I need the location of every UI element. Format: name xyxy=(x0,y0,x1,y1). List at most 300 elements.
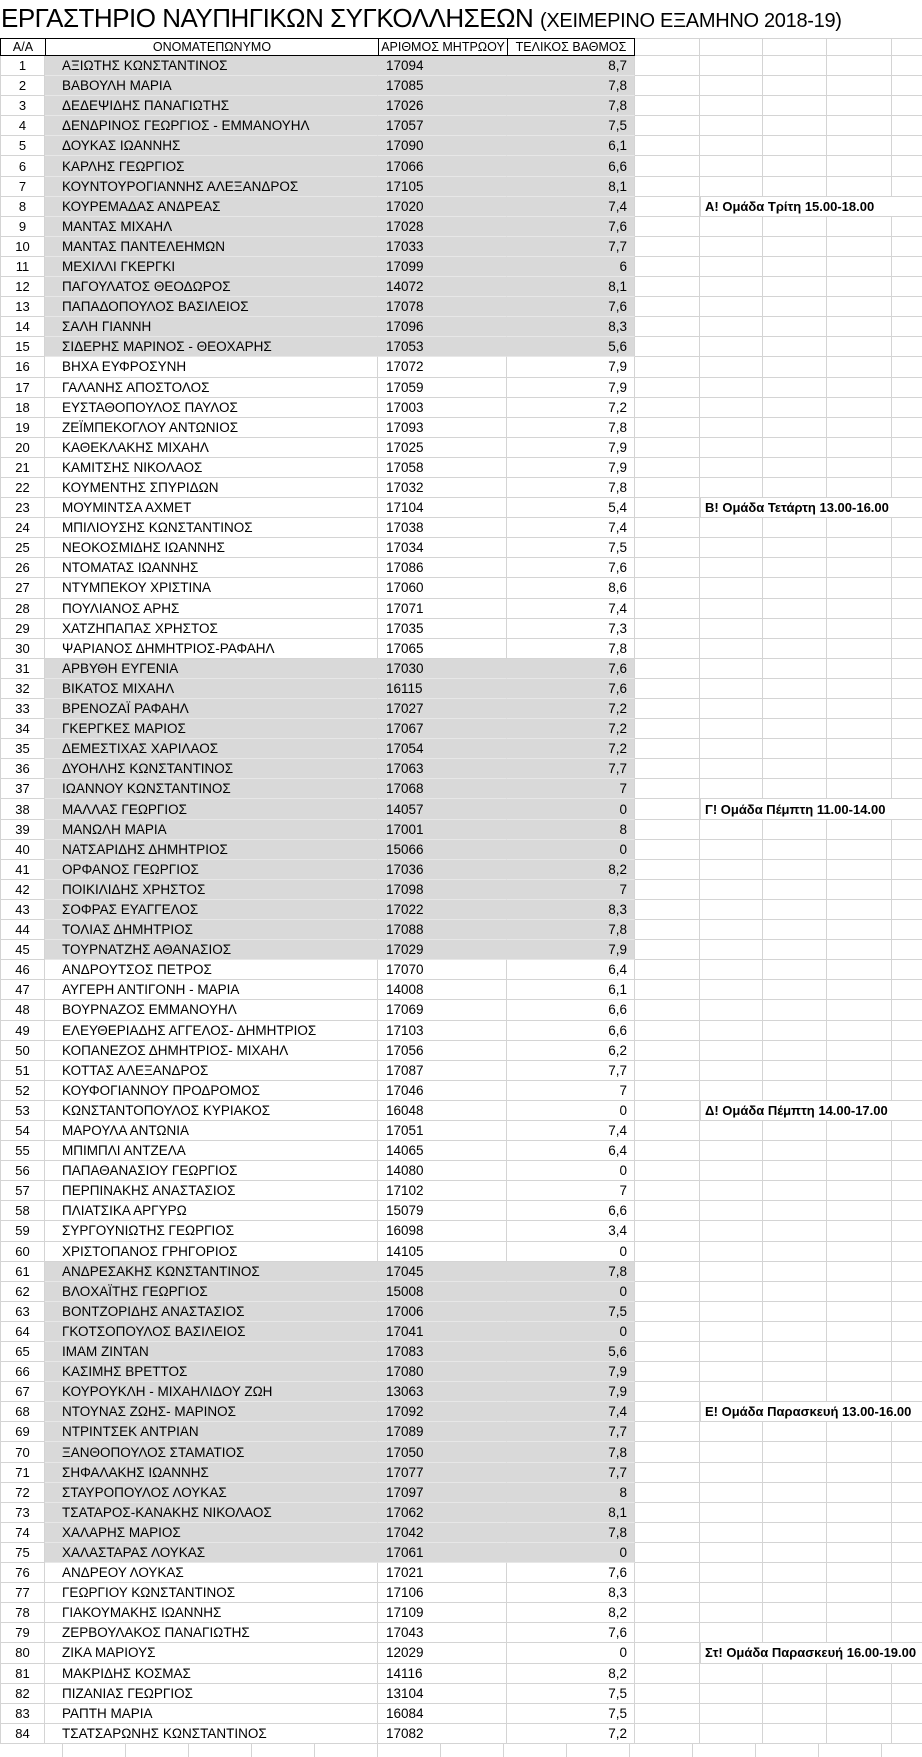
empty-cell[interactable] xyxy=(763,1583,827,1603)
aa-cell[interactable]: 53 xyxy=(0,1101,45,1121)
aa-cell[interactable]: 34 xyxy=(0,719,45,739)
reg-number-cell[interactable]: 17090 xyxy=(378,136,507,156)
empty-cell[interactable] xyxy=(700,317,763,337)
empty-cell[interactable] xyxy=(635,880,700,900)
empty-cell[interactable] xyxy=(635,1483,700,1503)
empty-cell[interactable] xyxy=(635,1442,700,1462)
reg-number-cell[interactable]: 17080 xyxy=(378,1362,507,1382)
name-cell[interactable]: ΒΑΒΟΥΛΗ ΜΑΡΙΑ xyxy=(45,76,378,96)
empty-cell[interactable] xyxy=(700,378,763,398)
empty-cell[interactable] xyxy=(635,719,700,739)
empty-cell[interactable] xyxy=(763,1463,827,1483)
reg-number-cell[interactable]: 17025 xyxy=(378,438,507,458)
grade-cell[interactable]: 7,8 xyxy=(507,76,635,96)
empty-cell[interactable] xyxy=(892,1603,922,1623)
empty-cell[interactable] xyxy=(892,1362,922,1382)
empty-cell[interactable] xyxy=(892,1161,922,1181)
empty-cell[interactable] xyxy=(635,538,700,558)
aa-cell[interactable]: 19 xyxy=(0,418,45,438)
empty-cell[interactable] xyxy=(892,1422,922,1442)
aa-cell[interactable]: 51 xyxy=(0,1061,45,1081)
empty-cell[interactable] xyxy=(892,1503,922,1523)
empty-cell[interactable] xyxy=(635,659,700,679)
empty-cell[interactable] xyxy=(763,1684,827,1704)
empty-cell[interactable] xyxy=(763,1242,827,1262)
grade-cell[interactable]: 7,5 xyxy=(507,116,635,136)
aa-cell[interactable]: 46 xyxy=(0,960,45,980)
name-cell[interactable]: ΒΗΧΑ ΕΥΦΡΟΣΥΝΗ xyxy=(45,357,378,377)
grade-cell[interactable]: 7,2 xyxy=(507,719,635,739)
grade-cell[interactable]: 8 xyxy=(507,1483,635,1503)
empty-cell[interactable] xyxy=(892,277,922,297)
empty-cell[interactable] xyxy=(827,1141,892,1161)
empty-cell[interactable] xyxy=(635,920,700,940)
empty-cell[interactable] xyxy=(763,558,827,578)
empty-cell[interactable] xyxy=(763,840,827,860)
reg-number-cell[interactable]: 17042 xyxy=(378,1523,507,1543)
name-cell[interactable]: ΑΡΒΥΘΗ ΕΥΓΕΝΙΑ xyxy=(45,659,378,679)
reg-number-cell[interactable]: 17097 xyxy=(378,1483,507,1503)
aa-cell[interactable]: 81 xyxy=(0,1664,45,1684)
empty-cell[interactable] xyxy=(635,599,700,619)
empty-cell[interactable] xyxy=(635,1141,700,1161)
empty-cell[interactable] xyxy=(700,1342,763,1362)
empty-cell[interactable] xyxy=(763,860,827,880)
name-cell[interactable]: ΚΑΜΙΤΣΗΣ ΝΙΚΟΛΑΟΣ xyxy=(45,458,378,478)
empty-cell[interactable] xyxy=(892,217,922,237)
name-cell[interactable]: ΚΟΥΡΟΥΚΛΗ - ΜΙΧΑΗΛΙΔΟΥ ΖΩΗ xyxy=(45,1382,378,1402)
aa-cell[interactable]: 57 xyxy=(0,1181,45,1201)
empty-cell[interactable] xyxy=(763,1000,827,1020)
name-cell[interactable]: ΤΣΑΤΣΑΡΩΝΗΣ ΚΩΝΣΤΑΝΤΙΝΟΣ xyxy=(45,1724,378,1744)
grade-cell[interactable]: 7,2 xyxy=(507,398,635,418)
reg-number-cell[interactable]: 17085 xyxy=(378,76,507,96)
reg-number-cell[interactable]: 14116 xyxy=(378,1664,507,1684)
empty-cell[interactable] xyxy=(827,1262,892,1282)
grade-cell[interactable]: 3,4 xyxy=(507,1221,635,1241)
name-cell[interactable]: ΒΡΕΝΟΖΑΪ ΡΑΦΑΗΛ xyxy=(45,699,378,719)
reg-number-cell[interactable]: 14008 xyxy=(378,980,507,1000)
grade-cell[interactable]: 7,3 xyxy=(507,619,635,639)
aa-cell[interactable]: 60 xyxy=(0,1242,45,1262)
reg-number-cell[interactable]: 17028 xyxy=(378,217,507,237)
empty-cell[interactable] xyxy=(635,1463,700,1483)
grade-cell[interactable]: 5,6 xyxy=(507,337,635,357)
empty-cell[interactable] xyxy=(630,1744,693,1757)
name-cell[interactable]: ΝΤΟΥΝΑΣ ΖΩΗΣ- ΜΑΡΙΝΟΣ xyxy=(45,1402,378,1422)
empty-cell[interactable] xyxy=(827,297,892,317)
empty-cell[interactable] xyxy=(635,398,700,418)
empty-cell[interactable] xyxy=(892,1121,922,1141)
grade-cell[interactable]: 6,1 xyxy=(507,980,635,1000)
empty-cell[interactable] xyxy=(763,1081,827,1101)
empty-cell[interactable] xyxy=(827,1382,892,1402)
empty-cell[interactable] xyxy=(827,558,892,578)
empty-cell[interactable] xyxy=(700,1121,763,1141)
reg-number-cell[interactable]: 17043 xyxy=(378,1623,507,1643)
empty-cell[interactable] xyxy=(700,1563,763,1583)
empty-cell[interactable] xyxy=(635,980,700,1000)
empty-cell[interactable] xyxy=(763,1422,827,1442)
empty-cell[interactable] xyxy=(763,599,827,619)
empty-cell[interactable] xyxy=(635,76,700,96)
name-cell[interactable]: ΜΑΝΤΑΣ ΠΑΝΤΕΛΕΗΜΩΝ xyxy=(45,237,378,257)
empty-cell[interactable] xyxy=(892,337,922,357)
empty-cell[interactable] xyxy=(635,156,700,176)
empty-cell[interactable] xyxy=(892,840,922,860)
grade-cell[interactable]: 6,6 xyxy=(507,1021,635,1041)
reg-number-cell[interactable]: 17089 xyxy=(378,1422,507,1442)
name-cell[interactable]: ΜΑΡΟΥΛΑ ΑΝΤΩΝΙΑ xyxy=(45,1121,378,1141)
grade-cell[interactable]: 7,9 xyxy=(507,458,635,478)
reg-number-cell[interactable]: 17088 xyxy=(378,920,507,940)
empty-cell[interactable] xyxy=(827,980,892,1000)
empty-cell[interactable] xyxy=(827,619,892,639)
empty-cell[interactable] xyxy=(700,820,763,840)
empty-cell[interactable] xyxy=(892,1061,922,1081)
name-cell[interactable]: ΒΙΚΑΤΟΣ ΜΙΧΑΗΛ xyxy=(45,679,378,699)
grade-cell[interactable]: 7,6 xyxy=(507,659,635,679)
empty-cell[interactable] xyxy=(827,156,892,176)
empty-cell[interactable] xyxy=(763,1161,827,1181)
aa-cell[interactable]: 74 xyxy=(0,1523,45,1543)
empty-cell[interactable] xyxy=(700,1583,763,1603)
empty-cell[interactable] xyxy=(827,1021,892,1041)
grade-cell[interactable]: 8,3 xyxy=(507,317,635,337)
name-cell[interactable]: ΠΟΙΚΙΛΙΔΗΣ ΧΡΗΣΤΟΣ xyxy=(45,880,378,900)
aa-cell[interactable]: 72 xyxy=(0,1483,45,1503)
empty-cell[interactable] xyxy=(827,1523,892,1543)
reg-number-cell[interactable]: 17077 xyxy=(378,1463,507,1483)
empty-cell[interactable] xyxy=(892,1523,922,1543)
reg-number-cell[interactable]: 17069 xyxy=(378,1000,507,1020)
empty-cell[interactable] xyxy=(763,277,827,297)
aa-cell[interactable]: 21 xyxy=(0,458,45,478)
group-note[interactable]: Β! Ομάδα Τετάρτη 13.00-16.00 xyxy=(700,498,922,518)
grade-cell[interactable]: 7 xyxy=(507,1081,635,1101)
empty-cell[interactable] xyxy=(763,1603,827,1623)
empty-cell[interactable] xyxy=(189,1744,252,1757)
reg-number-cell[interactable]: 14105 xyxy=(378,1242,507,1262)
empty-cell[interactable] xyxy=(700,337,763,357)
empty-cell[interactable] xyxy=(763,518,827,538)
empty-cell[interactable] xyxy=(763,1563,827,1583)
aa-cell[interactable]: 14 xyxy=(0,317,45,337)
empty-cell[interactable] xyxy=(892,599,922,619)
empty-cell[interactable] xyxy=(378,1744,441,1757)
reg-number-cell[interactable]: 17035 xyxy=(378,619,507,639)
empty-cell[interactable] xyxy=(827,317,892,337)
empty-cell[interactable] xyxy=(700,1684,763,1704)
reg-number-cell[interactable]: 17093 xyxy=(378,418,507,438)
empty-cell[interactable] xyxy=(827,1724,892,1744)
empty-cell[interactable] xyxy=(827,840,892,860)
empty-cell[interactable] xyxy=(635,177,700,197)
empty-cell[interactable] xyxy=(892,1262,922,1282)
aa-cell[interactable]: 48 xyxy=(0,1000,45,1020)
empty-cell[interactable] xyxy=(635,860,700,880)
group-note[interactable]: Δ! Ομάδα Πέμπτη 14.00-17.00 xyxy=(700,1101,922,1121)
aa-cell[interactable]: 32 xyxy=(0,679,45,699)
name-cell[interactable]: ΚΑΣΙΜΗΣ ΒΡΕΤΤΟΣ xyxy=(45,1362,378,1382)
empty-cell[interactable] xyxy=(892,136,922,156)
empty-cell[interactable] xyxy=(892,940,922,960)
aa-cell[interactable]: 1 xyxy=(0,56,45,76)
grade-cell[interactable]: 7 xyxy=(507,1181,635,1201)
empty-cell[interactable] xyxy=(763,739,827,759)
empty-cell[interactable] xyxy=(635,518,700,538)
empty-cell[interactable] xyxy=(892,1382,922,1402)
reg-number-cell[interactable]: 17103 xyxy=(378,1021,507,1041)
empty-cell[interactable] xyxy=(635,960,700,980)
name-cell[interactable]: ΠΛΙΑΤΣΙΚΑ ΑΡΓΥΡΩ xyxy=(45,1201,378,1221)
grade-cell[interactable]: 6,6 xyxy=(507,156,635,176)
name-cell[interactable]: ΜΠΙΛΙΟΥΣΗΣ ΚΩΝΣΤΑΝΤΙΝΟΣ xyxy=(45,518,378,538)
empty-cell[interactable] xyxy=(892,76,922,96)
empty-cell[interactable] xyxy=(763,478,827,498)
aa-cell[interactable]: 45 xyxy=(0,940,45,960)
empty-cell[interactable] xyxy=(892,980,922,1000)
empty-cell[interactable] xyxy=(892,1322,922,1342)
aa-cell[interactable]: 36 xyxy=(0,759,45,779)
empty-cell[interactable] xyxy=(635,1262,700,1282)
empty-cell[interactable] xyxy=(892,659,922,679)
empty-cell[interactable] xyxy=(882,1744,922,1757)
empty-cell[interactable] xyxy=(635,1583,700,1603)
name-cell[interactable]: ΔΕΜΕΣΤΙΧΑΣ ΧΑΡΙΛΑΟΣ xyxy=(45,739,378,759)
empty-cell[interactable] xyxy=(635,1041,700,1061)
header-cell-name[interactable]: ΟΝΟΜΑΤΕΠΩΝΥΜΟ xyxy=(45,38,378,56)
empty-cell[interactable] xyxy=(635,297,700,317)
empty-cell[interactable] xyxy=(827,1603,892,1623)
reg-number-cell[interactable]: 15008 xyxy=(378,1282,507,1302)
name-cell[interactable]: ΞΑΝΘΟΠΟΥΛΟΣ ΣΤΑΜΑΤΙΟΣ xyxy=(45,1442,378,1462)
name-cell[interactable]: ΚΟΥΦΟΓΙΑΝΝΟΥ ΠΡΟΔΡΟΜΟΣ xyxy=(45,1081,378,1101)
empty-cell[interactable] xyxy=(700,277,763,297)
grade-cell[interactable]: 6,2 xyxy=(507,1041,635,1061)
grade-cell[interactable]: 0 xyxy=(507,1242,635,1262)
empty-cell[interactable] xyxy=(763,779,827,799)
empty-cell[interactable] xyxy=(892,56,922,76)
empty-cell[interactable] xyxy=(700,1623,763,1643)
empty-cell[interactable] xyxy=(700,1181,763,1201)
reg-number-cell[interactable]: 17034 xyxy=(378,538,507,558)
header-cell-aa[interactable]: Α/Α xyxy=(0,38,45,56)
empty-cell[interactable] xyxy=(126,1744,189,1757)
empty-cell[interactable] xyxy=(827,1503,892,1523)
aa-cell[interactable]: 10 xyxy=(0,237,45,257)
reg-number-cell[interactable]: 17078 xyxy=(378,297,507,317)
group-note[interactable]: Γ! Ομάδα Πέμπτη 11.00-14.00 xyxy=(700,799,922,819)
empty-cell[interactable] xyxy=(763,578,827,598)
aa-cell[interactable]: 63 xyxy=(0,1302,45,1322)
empty-cell[interactable] xyxy=(827,659,892,679)
empty-cell[interactable] xyxy=(635,1322,700,1342)
name-cell[interactable]: ΣΑΛΗ ΓΙΑΝΝΗ xyxy=(45,317,378,337)
name-cell[interactable]: ΟΡΦΑΝΟΣ ΓΕΩΡΓΙΟΣ xyxy=(45,860,378,880)
empty-cell[interactable] xyxy=(763,257,827,277)
name-cell[interactable]: ΠΕΡΠΙΝΑΚΗΣ ΑΝΑΣΤΑΣΙΟΣ xyxy=(45,1181,378,1201)
grade-cell[interactable]: 7,7 xyxy=(507,759,635,779)
reg-number-cell[interactable]: 17003 xyxy=(378,398,507,418)
empty-header-cell[interactable] xyxy=(763,38,827,56)
empty-cell[interactable] xyxy=(700,357,763,377)
grade-cell[interactable]: 7,9 xyxy=(507,378,635,398)
empty-cell[interactable] xyxy=(827,337,892,357)
empty-cell[interactable] xyxy=(892,639,922,659)
name-cell[interactable]: ΒΛΟΧΑΪΤΗΣ ΓΕΩΡΓΙΟΣ xyxy=(45,1282,378,1302)
reg-number-cell[interactable]: 17106 xyxy=(378,1583,507,1603)
empty-cell[interactable] xyxy=(693,1744,756,1757)
reg-number-cell[interactable]: 17092 xyxy=(378,1402,507,1422)
empty-cell[interactable] xyxy=(700,779,763,799)
empty-cell[interactable] xyxy=(827,518,892,538)
empty-cell[interactable] xyxy=(635,639,700,659)
empty-cell[interactable] xyxy=(763,1021,827,1041)
reg-number-cell[interactable]: 15066 xyxy=(378,840,507,860)
grade-cell[interactable]: 8,1 xyxy=(507,1503,635,1523)
empty-cell[interactable] xyxy=(635,418,700,438)
aa-cell[interactable]: 28 xyxy=(0,599,45,619)
grade-cell[interactable]: 7,6 xyxy=(507,217,635,237)
empty-cell[interactable] xyxy=(700,1000,763,1020)
reg-number-cell[interactable]: 17068 xyxy=(378,779,507,799)
aa-cell[interactable]: 18 xyxy=(0,398,45,418)
empty-cell[interactable] xyxy=(635,1382,700,1402)
empty-cell[interactable] xyxy=(827,1161,892,1181)
name-cell[interactable]: ΔΟΥΚΑΣ ΙΩΑΝΝΗΣ xyxy=(45,136,378,156)
empty-cell[interactable] xyxy=(763,1121,827,1141)
reg-number-cell[interactable]: 17041 xyxy=(378,1322,507,1342)
empty-cell[interactable] xyxy=(892,1442,922,1462)
aa-cell[interactable]: 3 xyxy=(0,96,45,116)
empty-cell[interactable] xyxy=(827,237,892,257)
name-cell[interactable]: ΒΟΝΤΖΟΡΙΔΗΣ ΑΝΑΣΤΑΣΙΟΣ xyxy=(45,1302,378,1322)
empty-cell[interactable] xyxy=(763,699,827,719)
aa-cell[interactable]: 47 xyxy=(0,980,45,1000)
reg-number-cell[interactable]: 16084 xyxy=(378,1704,507,1724)
aa-cell[interactable]: 80 xyxy=(0,1643,45,1663)
empty-cell[interactable] xyxy=(635,277,700,297)
empty-cell[interactable] xyxy=(700,578,763,598)
empty-cell[interactable] xyxy=(892,759,922,779)
empty-cell[interactable] xyxy=(252,1744,315,1757)
empty-cell[interactable] xyxy=(700,1523,763,1543)
empty-cell[interactable] xyxy=(892,96,922,116)
empty-cell[interactable] xyxy=(635,56,700,76)
grade-cell[interactable]: 7,8 xyxy=(507,639,635,659)
reg-number-cell[interactable]: 17067 xyxy=(378,719,507,739)
empty-cell[interactable] xyxy=(763,1503,827,1523)
name-cell[interactable]: ΚΟΤΤΑΣ ΑΛΕΞΑΝΔΡΟΣ xyxy=(45,1061,378,1081)
grade-cell[interactable]: 5,6 xyxy=(507,1342,635,1362)
empty-cell[interactable] xyxy=(700,1463,763,1483)
empty-cell[interactable] xyxy=(700,619,763,639)
empty-cell[interactable] xyxy=(827,1704,892,1724)
empty-cell[interactable] xyxy=(827,357,892,377)
empty-cell[interactable] xyxy=(827,1362,892,1382)
empty-cell[interactable] xyxy=(763,1543,827,1563)
aa-cell[interactable]: 56 xyxy=(0,1161,45,1181)
empty-cell[interactable] xyxy=(763,1523,827,1543)
grade-cell[interactable]: 7,7 xyxy=(507,237,635,257)
name-cell[interactable]: ΤΣΑΤΑΡΟΣ-ΚΑΝΑΚΗΣ ΝΙΚΟΛΑΟΣ xyxy=(45,1503,378,1523)
reg-number-cell[interactable]: 17032 xyxy=(378,478,507,498)
empty-cell[interactable] xyxy=(827,639,892,659)
name-cell[interactable]: ΑΝΔΡΟΥΤΣΟΣ ΠΕΤΡΟΣ xyxy=(45,960,378,980)
aa-cell[interactable]: 55 xyxy=(0,1141,45,1161)
empty-cell[interactable] xyxy=(892,1201,922,1221)
reg-number-cell[interactable]: 13104 xyxy=(378,1684,507,1704)
name-cell[interactable]: ΜΑΛΛΑΣ ΓΕΩΡΓΙΟΣ xyxy=(45,799,378,819)
reg-number-cell[interactable]: 17020 xyxy=(378,197,507,217)
empty-cell[interactable] xyxy=(700,1061,763,1081)
name-cell[interactable]: ΠΟΥΛΙΑΝΟΣ ΑΡΗΣ xyxy=(45,599,378,619)
empty-cell[interactable] xyxy=(827,56,892,76)
empty-cell[interactable] xyxy=(763,900,827,920)
grade-cell[interactable]: 7,9 xyxy=(507,357,635,377)
name-cell[interactable]: ΓΚΕΡΓΚΕΣ ΜΑΡΙΟΣ xyxy=(45,719,378,739)
empty-cell[interactable] xyxy=(763,1623,827,1643)
reg-number-cell[interactable]: 17104 xyxy=(378,498,507,518)
grade-cell[interactable]: 8,3 xyxy=(507,900,635,920)
empty-cell[interactable] xyxy=(827,1664,892,1684)
empty-cell[interactable] xyxy=(763,1181,827,1201)
aa-cell[interactable]: 68 xyxy=(0,1402,45,1422)
empty-cell[interactable] xyxy=(892,538,922,558)
empty-cell[interactable] xyxy=(763,1342,827,1362)
aa-cell[interactable]: 27 xyxy=(0,578,45,598)
empty-cell[interactable] xyxy=(763,1141,827,1161)
empty-cell[interactable] xyxy=(827,719,892,739)
reg-number-cell[interactable]: 17046 xyxy=(378,1081,507,1101)
grade-cell[interactable]: 7,6 xyxy=(507,679,635,699)
empty-cell[interactable] xyxy=(700,156,763,176)
empty-cell[interactable] xyxy=(700,1664,763,1684)
empty-cell[interactable] xyxy=(700,699,763,719)
empty-cell[interactable] xyxy=(700,880,763,900)
grade-cell[interactable]: 0 xyxy=(507,1161,635,1181)
empty-cell[interactable] xyxy=(700,237,763,257)
empty-cell[interactable] xyxy=(892,1141,922,1161)
empty-cell[interactable] xyxy=(635,578,700,598)
aa-cell[interactable]: 26 xyxy=(0,558,45,578)
grade-cell[interactable]: 7,4 xyxy=(507,1402,635,1422)
reg-number-cell[interactable]: 17087 xyxy=(378,1061,507,1081)
empty-cell[interactable] xyxy=(700,438,763,458)
empty-cell[interactable] xyxy=(892,719,922,739)
name-cell[interactable]: ΒΟΥΡΝΑΖΟΣ ΕΜΜΑΝΟΥΗΛ xyxy=(45,1000,378,1020)
grade-cell[interactable]: 8,2 xyxy=(507,1603,635,1623)
grade-cell[interactable]: 8,2 xyxy=(507,1664,635,1684)
reg-number-cell[interactable]: 17098 xyxy=(378,880,507,900)
name-cell[interactable]: ΖΕΪΜΠΕΚΟΓΛΟΥ ΑΝΤΩΝΙΟΣ xyxy=(45,418,378,438)
aa-cell[interactable]: 20 xyxy=(0,438,45,458)
name-cell[interactable]: ΝΤΥΜΠΕΚΟΥ ΧΡΙΣΤΙΝΑ xyxy=(45,578,378,598)
name-cell[interactable]: ΠΑΠΑΘΑΝΑΣΙΟΥ ΓΕΩΡΓΙΟΣ xyxy=(45,1161,378,1181)
name-cell[interactable]: ΨΑΡΙΑΝΟΣ ΔΗΜΗΤΡΙΟΣ-ΡΑΦΑΗΛ xyxy=(45,639,378,659)
empty-cell[interactable] xyxy=(700,719,763,739)
reg-number-cell[interactable]: 17102 xyxy=(378,1181,507,1201)
empty-cell[interactable] xyxy=(892,398,922,418)
empty-cell[interactable] xyxy=(700,1382,763,1402)
empty-cell[interactable] xyxy=(635,1021,700,1041)
grade-cell[interactable]: 0 xyxy=(507,1282,635,1302)
empty-cell[interactable] xyxy=(827,478,892,498)
reg-number-cell[interactable]: 14065 xyxy=(378,1141,507,1161)
empty-cell[interactable] xyxy=(827,940,892,960)
empty-cell[interactable] xyxy=(827,438,892,458)
